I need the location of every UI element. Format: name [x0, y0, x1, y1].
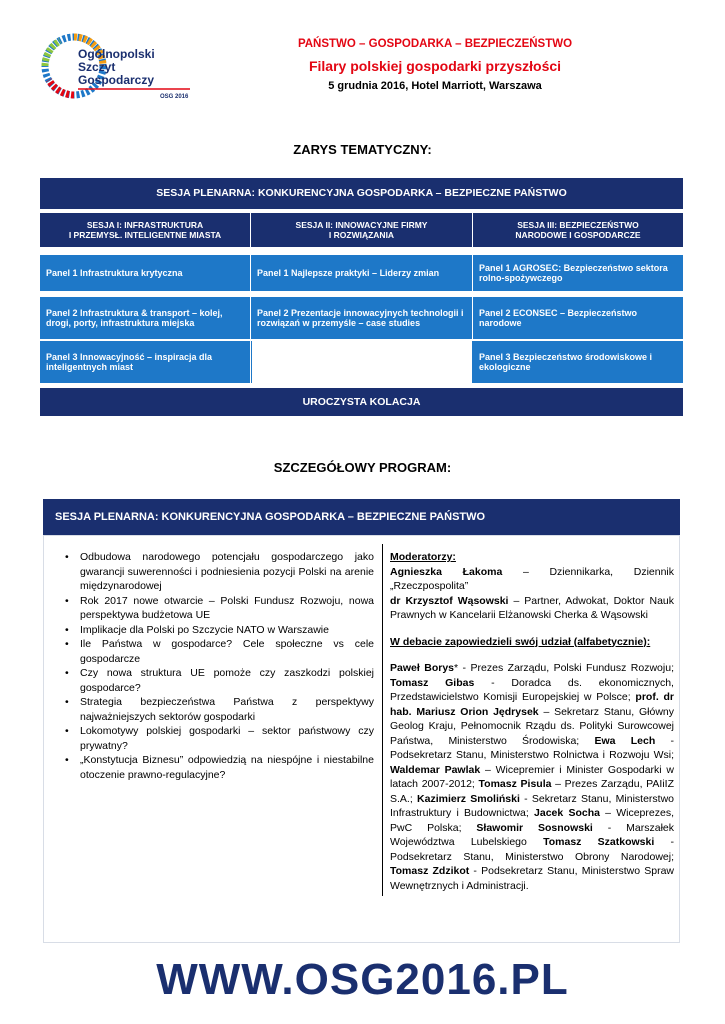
- speaker-name: Jacek Socha: [534, 807, 600, 819]
- logo-line2: Szczyt: [78, 60, 116, 74]
- speaker-role: – Wiceprezes, PwC Polska;: [390, 807, 674, 834]
- panel-cell: Panel 1 AGROSEC: Bezpieczeństwo sektora rolno-spożywczego: [473, 255, 683, 291]
- moderator-name: Agnieszka Łakoma: [390, 565, 503, 578]
- speaker-name: prof. dr hab. Mariusz Orion Jędrysek: [390, 691, 674, 718]
- header-title: Filary polskiej gospodarki przyszłości: [308, 58, 562, 74]
- panel-cell: Panel 1 Infrastruktura krytyczna: [40, 255, 251, 291]
- panel-cell-empty: [251, 341, 473, 383]
- moderators-label: Moderatorzy:: [390, 551, 456, 563]
- speaker-name: Kazimierz Smoliński: [417, 792, 520, 805]
- outline-session-row: [40, 213, 683, 247]
- session-2-header: SESJA II: INNOWACYJNE FIRMY I ROZWIĄZANIA: [251, 213, 473, 247]
- logo-line1: Ogólnopolski: [78, 47, 155, 61]
- speaker-role: - Podsekretarz Stanu, Ministerstwo Rolnictwa i Rozwoju Wsi;: [390, 734, 674, 761]
- header-tagline: PAŃSTWO – GOSPODARKA – BEZPIECZEŃSTWO: [297, 38, 573, 50]
- program-plenary-bar: SESJA PLENARNA: KONKURENCYJNA GOSPODARKA – BEZPIECZNE PAŃSTWO: [43, 499, 680, 535]
- speaker-name: Tomasz Zdzikot: [390, 865, 470, 877]
- outline-title: ZARYS TEMATYCZNY:: [293, 142, 432, 157]
- topic-item: • Implikacje dla Polski po Szczycie NATO w Warszawie: [62, 623, 374, 638]
- speaker-name: Tomasz Pisula: [478, 778, 552, 790]
- moderator-name: dr Krzysztof Wąsowski: [390, 594, 509, 607]
- speaker-name: Tomasz Szatkowski: [543, 836, 655, 848]
- topics-column: [62, 550, 374, 782]
- speaker-name: Waldemar Pawlak: [390, 763, 481, 776]
- moderator-role: – Partner, Adwokat, Doktor Nauk Prawnych w Kancelarii Elżanowski Cherka & Wąsowski: [390, 594, 674, 621]
- topics-list: [62, 550, 374, 782]
- topic-item: • „Konstytucja Biznesu” odpowiedzią na niespójne i niestabilne otoczenie prawno-regulacyjne?: [62, 753, 374, 782]
- panel-row-2: [40, 297, 683, 339]
- moderator-entry: [390, 565, 674, 594]
- speaker-role: – Prezes Zarządu, PAIiIZ S.A.;: [390, 778, 674, 805]
- topic-item: • Rok 2017 nowe otwarcie – Polski Fundusz Rozwoju, nowa perspektywa budżetowa UE: [62, 594, 374, 623]
- panel-row-3: [40, 341, 683, 383]
- speaker-role: - Podsekretarz Stanu, Ministerstwo Spraw Wewnętrznych i Administracji.: [390, 865, 674, 892]
- logo-line3: Gospodarczy: [78, 73, 155, 87]
- speakers-label: W debacie zapowiedzieli swój udział (alfabetycznie):: [390, 635, 651, 648]
- footer-url[interactable]: WWW.OSG2016.PL: [156, 955, 569, 1004]
- speaker-name: Sławomir Sosnowski: [476, 821, 593, 834]
- panel-cell: Panel 2 Prezentacje innowacyjnych technologii i rozwiązań w przemyśle – case studies: [251, 297, 473, 339]
- panel-cell: Panel 3 Innowacyjność – inspiracja dla inteligentnych miast: [40, 341, 251, 383]
- panel-cell: Panel 1 Najlepsze praktyki – Liderzy zmian: [251, 255, 473, 291]
- panel-cell: Panel 2 ECONSEC – Bezpieczeństwo narodowe: [473, 297, 683, 339]
- speaker-name: Tomasz Gibas: [390, 676, 475, 689]
- topic-item: • Strategia bezpieczeństwa Państwa z perspektywy najważniejszych sektorów gospodarki: [62, 695, 374, 724]
- program-box: [43, 535, 680, 943]
- moderator-role: – Dziennikarka, Dziennik „Rzeczpospolita”: [390, 565, 675, 592]
- logo-badge: OSG 2016: [160, 94, 189, 100]
- speakers-list: [390, 661, 674, 893]
- outline-table: [40, 178, 683, 416]
- speaker-name: Ewa Lech: [594, 734, 656, 747]
- topic-item: • Odbudowa narodowego potencjału gospodarczego jako gwarancji suwerenności i podniesienia pozycji Polski na arenie międzynarodowej: [62, 550, 374, 594]
- speaker-name: Paweł Borys: [390, 662, 454, 674]
- page-header: [230, 38, 640, 92]
- panel-row-1: [40, 255, 683, 291]
- topic-item: • Lokomotywy polskiej gospodarki – sektor państwowy czy prywatny?: [62, 724, 374, 753]
- column-divider: [382, 544, 383, 896]
- speaker-role: - Doradca ds. ekonomicznych, Przedstawicielstwo Komisji Europejskiej w Polsce;: [390, 676, 674, 703]
- participants-column: [390, 550, 674, 893]
- topic-item: • Czy nowa struktura UE pomoże czy zaszkodzi polskiej gospodarce?: [62, 666, 374, 695]
- panel-cell: Panel 2 Infrastruktura & transport – kolej, drogi, porty, infrastruktura miejska: [40, 297, 251, 339]
- topic-item: • Ile Państwa w gospodarce? Cele społeczne vs cele gospodarcze: [62, 637, 374, 666]
- session-1-header: SESJA I: INFRASTRUKTURA I PRZEMYSŁ. INTELIGENTNE MIASTA: [40, 213, 251, 247]
- moderator-entry: [390, 594, 674, 623]
- speaker-role: – Wicepremier i Minister Gospodarki w latach 2007-2012;: [390, 763, 674, 790]
- outline-plenary: SESJA PLENARNA: KONKURENCYJNA GOSPODARKA – BEZPIECZNE PAŃSTWO: [40, 178, 683, 209]
- program-title: SZCZEGÓŁOWY PROGRAM:: [273, 460, 452, 475]
- speaker-role: - Sekretarz Stanu, Ministerstwo Infrastruktury i Budownictwa;: [390, 792, 674, 819]
- osg-logo: [40, 28, 200, 100]
- header-date: 5 grudnia 2016, Hotel Marriott, Warszawa: [328, 80, 542, 92]
- panel-cell: Panel 3 Bezpieczeństwo środowiskowe i ekologiczne: [473, 341, 683, 383]
- speaker-role: – Sekretarz Stanu, Główny Geolog Kraju, Pełnomocnik Rządu ds. Polityki Surowcowej Państwa, Ministerstwo Środowiska;: [390, 705, 675, 747]
- session-3-header: SESJA III: BEZPIECZEŃSTWO NARODOWE I GOSPODARCZE: [473, 213, 683, 247]
- outline-gala: UROCZYSTA KOLACJA: [40, 388, 683, 416]
- speaker-role: * - Prezes Zarządu, Polski Fundusz Rozwoju;: [454, 662, 674, 674]
- moderators-list: [390, 565, 674, 623]
- speaker-role: - Marszałek Województwa Lubelskiego: [390, 821, 674, 848]
- speaker-role: - Podsekretarz Stanu, Ministerstwo Obrony Narodowej;: [390, 836, 674, 863]
